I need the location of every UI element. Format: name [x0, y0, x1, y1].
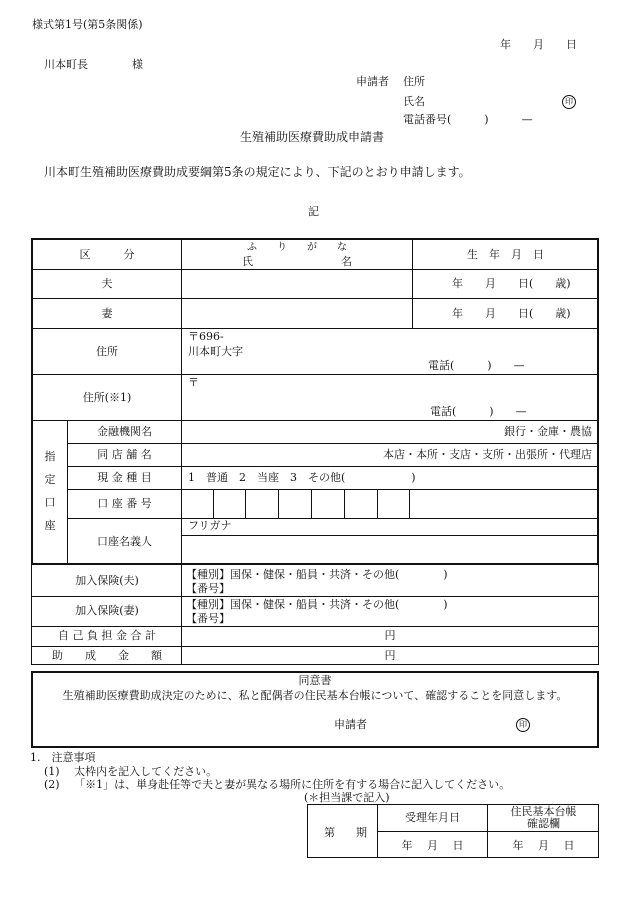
- address-postal: 〒696-: [188, 330, 224, 343]
- consent-seal-icon: 印: [516, 717, 530, 732]
- note-item-2: (2) 「※1」は、単身赴任等で夫と妻が異なる場所に住所を有する場合に記入してください。: [44, 778, 511, 791]
- address2-phone: 電話( ) —: [430, 405, 527, 418]
- applicant-name-label: 氏名: [403, 95, 425, 108]
- seal-icon: 印: [562, 94, 576, 109]
- account-group-char-1: 指: [44, 450, 56, 463]
- office-note: (＊担当課で記入): [304, 791, 390, 804]
- insurance-wife-number: 【番号】: [186, 612, 230, 625]
- account-type-label: 現 金 種 目: [97, 471, 152, 484]
- insurance-husband-label: 加入保険(夫): [75, 574, 139, 587]
- branch-types: 本店・本所・支店・支所・出張所・代理店: [383, 448, 592, 461]
- insurance-wife-label: 加入保険(妻): [75, 604, 139, 617]
- office-go: 期: [356, 826, 367, 839]
- branch-label: 同 店 舗 名: [97, 448, 152, 461]
- date-line: 年 月 日: [500, 38, 577, 51]
- bank-types: 銀行・金庫・農協: [504, 425, 592, 438]
- address-phone: 電話( ) —: [428, 359, 525, 372]
- address2-postal: 〒: [188, 376, 199, 389]
- ki-mark: 記: [308, 205, 319, 218]
- subsidy-label: 助 成 金 額: [52, 649, 162, 662]
- account-types: 1 普通 2 当座 3 その他( ): [188, 471, 416, 484]
- header-name: 氏 名: [242, 255, 352, 268]
- self-pay-label: 自 己 負 担 金 合 計: [58, 629, 156, 642]
- account-number-label: 口 座 番 号: [97, 497, 152, 510]
- address-label: 住所: [96, 345, 118, 358]
- subsidy-yen: 円: [384, 649, 396, 662]
- office-received-label: 受理年月日: [405, 811, 460, 824]
- office-registry-label-2: 確認欄: [527, 817, 560, 830]
- consent-applicant: 申請者: [334, 718, 367, 731]
- bank-label: 金融機関名: [97, 425, 152, 438]
- insurance-husband-types: 【種別】国保・健保・船員・共済・その他( ): [186, 568, 448, 581]
- applicant-phone-label: 電話番号( ) —: [403, 113, 533, 126]
- husband-birth: 年 月 日( 歳): [452, 277, 571, 290]
- intro-text: 川本町生殖補助医療費助成要綱第5条の規定により、下記のとおり申請します。: [44, 165, 471, 179]
- wife-birth: 年 月 日( 歳): [452, 307, 571, 320]
- address-town: 川本町大字: [188, 345, 243, 358]
- office-dai: 第: [324, 826, 335, 839]
- account-group-char-3: 口: [44, 496, 56, 509]
- self-pay-yen: 円: [384, 629, 396, 642]
- consent-title: 同意書: [298, 674, 332, 687]
- consent-text: 生殖補助医療費助成決定のために、私と配偶者の住民基本台帳について、確認することを同意します。: [62, 689, 568, 702]
- husband-label: 夫: [101, 277, 113, 290]
- office-registry-date: 年 月 日: [512, 839, 575, 852]
- office-registry-label-1: 住民基本台帳: [510, 805, 577, 818]
- note-item-1: (1) 太枠内を記入してください。: [44, 765, 218, 778]
- office-received-date: 年 月 日: [401, 839, 464, 852]
- applicant-label: 申請者: [356, 75, 389, 88]
- notes-heading: 1. 注意事項: [30, 751, 96, 764]
- header-birth: 生 年 月 日: [467, 248, 544, 261]
- applicant-address-label: 住所: [403, 75, 425, 88]
- account-holder-label: 口座名義人: [97, 535, 152, 548]
- form-number: 様式第1号(第5条関係): [32, 18, 143, 31]
- account-group-char-4: 座: [44, 519, 56, 532]
- address2-label: 住所(※1): [82, 391, 132, 404]
- holder-furigana: フリガナ: [188, 519, 232, 532]
- header-category: 区 分: [79, 248, 135, 261]
- insurance-husband-number: 【番号】: [186, 582, 230, 595]
- addressee: 川本町長 様: [44, 58, 143, 71]
- account-group-char-2: 定: [44, 473, 56, 486]
- header-furigana: ふ り が な: [247, 242, 347, 253]
- insurance-wife-types: 【種別】国保・健保・船員・共済・その他( ): [186, 598, 448, 611]
- page-title: 生殖補助医療費助成申請書: [240, 130, 385, 144]
- wife-label: 妻: [101, 307, 113, 320]
